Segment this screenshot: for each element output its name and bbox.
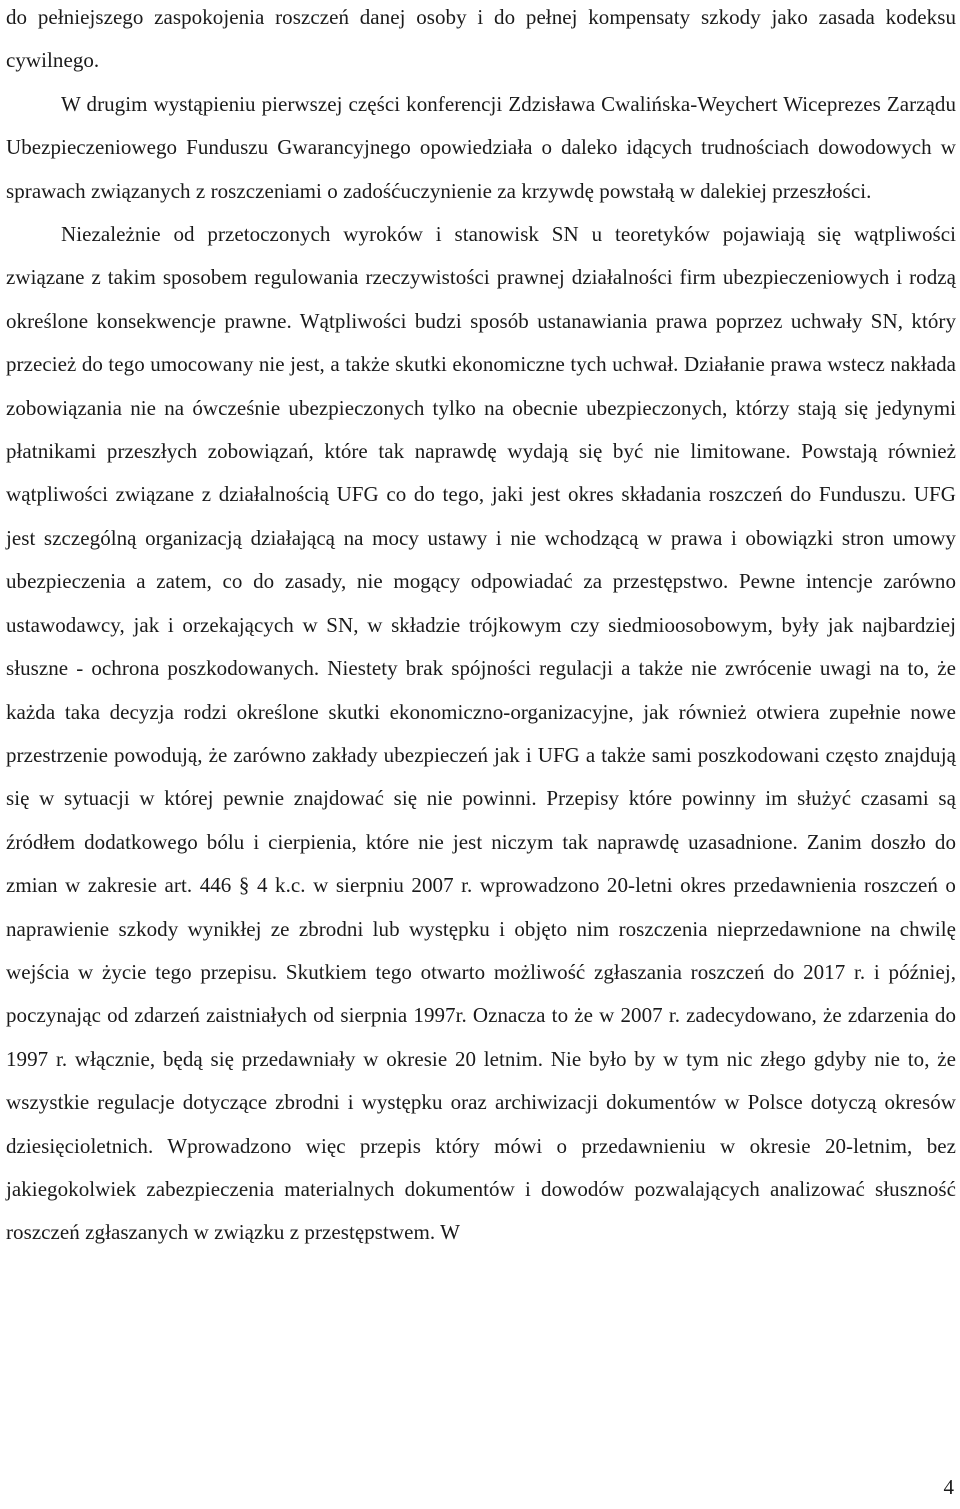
paragraph-conference-speech: W drugim wystąpieniu pierwszej części konferencji Zdzisława Cwalińska-Weychert Wiceprezes Zarządu Ubezpieczeniowego Funduszu Gwarancyjnego opowiedziała o daleko idących trudnościach dowodowych w sprawach związanych z roszczeniami o zadośćuczynienie za krzywdę powstałą w dalekiej przeszłości. xyxy=(6,91,956,203)
page-number: 4 xyxy=(943,1475,954,1499)
paragraph-continuation: do pełniejszego zaspokojenia roszczeń danej osoby i do pełnej kompensaty szkody jako zasada kodeksu cywilnego. xyxy=(6,5,956,73)
paragraph-doubts: Niezależnie od przetoczonych wyroków i stanowisk SN u teoretyków pojawiają się wątpliwości związane z takim sposobem regulowania rzeczywistości prawnej działalności firm ubezpieczeniowych i rodzą określone konsekwencje prawne. Wątpliwości budzi sposób ustanawiania prawa poprzez uchwały SN, który przecież do tego umocowany nie jest, a także skutki ekonomiczne tych uchwał. Działanie prawa wstecz nakłada zobowiązania nie na ówcześnie ubezpieczonych tylko na obecnie ubezpieczonych, którzy stają się jedynymi płatnikami przeszłych zobowiązań, które tak naprawdę wydają się być nie limitowane. Powstają również wątpliwości związane z działalnością UFG co do tego, jaki jest okres składania roszczeń do Funduszu. UFG jest szczególną organizacją działającą na mocy ustawy i nie wchodzącą w prawa i obowiązki stron umowy ubezpieczenia a zatem, co do zasady, nie mogący odpowiadać za przestępstwo. Pewne intencje zarówno ustawodawcy, jak i orzekających w SN, w składzie trójkowym czy siedmioosobowym, były jak najbardziej słuszne - ochrona poszkodowanych. Niestety brak spójności regulacji a także nie zwrócenie uwagi na to, że każda taka decyzja rodzi określone skutki ekonomiczno-organizacyjne, jak również otwiera zupełnie nowe przestrzenie powodują, że zarówno zakłady ubezpieczeń jak i UFG a także sami poszkodowani często znajdują się w sytuacji w której pewnie znajdować się nie powinni. Przepisy które powinny im służyć czasami są źródłem dodatkowego bólu i cierpienia, które nie jest niczym tak naprawdę uzasadnione. Zanim doszło do zmian w zakresie art. 446 § 4 k.c. w sierpniu 2007 r. wprowadzono 20-letni okres przedawnienia roszczeń o naprawienie szkody wynikłej ze zbrodni lub występku i objęto nim roszczenia nieprzedawnione na chwilę wejścia w życie tego przepisu. Skutkiem tego otwarto możliwość zgłaszania roszczeń do 2017 r. i później, poczynając od zdarzeń zaistniałych od sierpnia 1997r. Oznacza to że w 2007 r. zadecydowano, że zdarzenia do 1997 r. włącznie, będą się przedawniały w okresie 20 letnim. Nie było by w tym nic złego gdyby nie to, że wszystkie regulacje dotyczące zbrodni i występku oraz archiwizacji dokumentów w Polsce dotyczą okresów dziesięcioletnich. Wprowadzono więc przepis który mówi o przedawnieniu w okresie 20-letnim, bez jakiegokolwiek zabezpieczenia materialnych dokumentów i dowodów pozwalających analizować słuszność roszczeń zgłaszanych w związku z przestępstwem. W xyxy=(6,222,956,1245)
document-page xyxy=(6,0,956,1255)
